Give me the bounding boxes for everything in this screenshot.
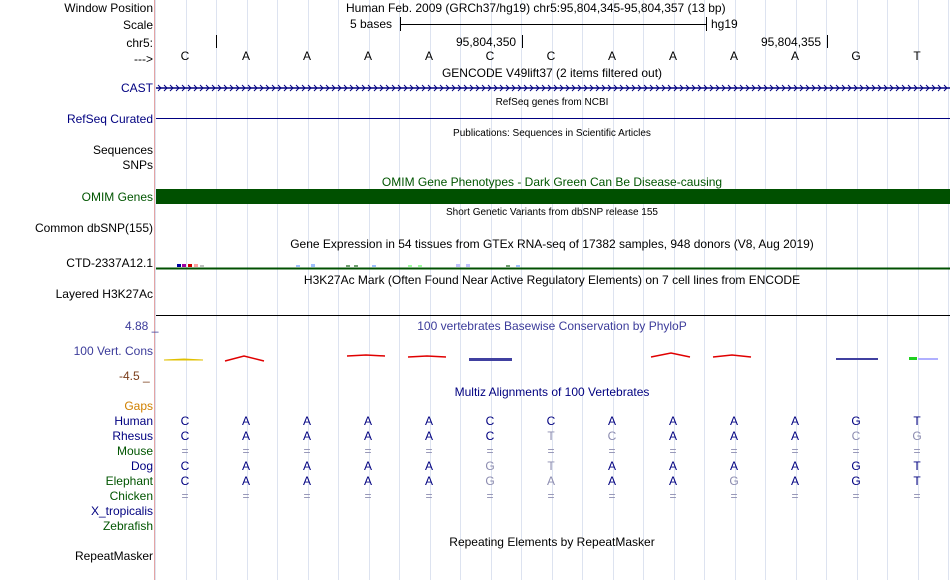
alignment-base: = (242, 444, 250, 458)
alignment-base: C (485, 429, 495, 443)
h3k27ac-baseline (156, 315, 950, 316)
alignment-base: G (729, 474, 739, 488)
alignment-base: = (730, 489, 738, 503)
refseq-gene-line[interactable] (156, 118, 950, 119)
alignment-base: C (180, 459, 190, 473)
reference-base: A (729, 49, 738, 63)
gaps-label[interactable]: Gaps (124, 399, 153, 413)
alignment-base: = (608, 444, 616, 458)
species-label-dog[interactable]: Dog (130, 459, 153, 473)
phylop-title: 100 vertebrates Basewise Conservation by PhyloP (417, 319, 687, 333)
species-label-chicken[interactable]: Chicken (109, 489, 153, 503)
gtex-label[interactable]: CTD-2337A12.1 (66, 256, 153, 270)
alignment-base: = (791, 444, 799, 458)
alignment-base: = (303, 444, 311, 458)
gtex-expression-bars[interactable] (156, 262, 950, 272)
cast-label[interactable]: CAST (120, 81, 153, 95)
sequences-label[interactable]: Sequences (92, 143, 153, 157)
alignment-base: A (729, 459, 738, 473)
alignment-base: = (852, 489, 860, 503)
coord-tick (522, 35, 523, 48)
alignment-base: A (241, 459, 250, 473)
species-label-human[interactable]: Human (114, 414, 153, 428)
alignment-base: = (669, 489, 677, 503)
reference-base: A (424, 49, 433, 63)
alignment-base: = (852, 444, 860, 458)
alignment-base: T (913, 459, 921, 473)
alignment-base: T (913, 474, 921, 488)
alignment-base: A (729, 414, 738, 428)
alignment-base: A (729, 429, 738, 443)
alignment-base: A (302, 429, 311, 443)
alignment-base: = (669, 444, 677, 458)
alignment-base: A (363, 429, 372, 443)
alignment-base: A (302, 414, 311, 428)
species-label-mouse[interactable]: Mouse (116, 444, 153, 458)
reference-base: C (180, 49, 190, 63)
reference-base: A (607, 49, 616, 63)
alignment-base: A (363, 414, 372, 428)
alignment-base: = (181, 489, 189, 503)
phylop-label[interactable]: 100 Vert. Cons (73, 344, 153, 358)
window-position-text: Human Feb. 2009 (GRCh37/hg19) chr5:95,804,345-95,804,357 (13 bp) (346, 1, 726, 15)
label-divider (154, 0, 155, 580)
phylop-min: -4.5 _ (119, 369, 150, 383)
alignment-base: A (424, 459, 433, 473)
alignment-base: A (424, 429, 433, 443)
alignment-base: = (486, 489, 494, 503)
alignment-base: G (851, 414, 861, 428)
alignment-base: A (424, 474, 433, 488)
alignment-base: = (608, 489, 616, 503)
alignment-base: = (547, 489, 555, 503)
alignment-base: A (607, 414, 616, 428)
species-label-elephant[interactable]: Elephant (105, 474, 153, 488)
gtex-title: Gene Expression in 54 tissues from GTEx RNA-seq of 17382 samples, 948 donors (V8, Aug 2019) (290, 237, 814, 251)
species-label-x_tropicalis[interactable]: X_tropicalis (90, 504, 153, 518)
omim-feature-bar[interactable] (156, 189, 950, 204)
alignment-base: C (180, 474, 190, 488)
scale-assembly: hg19 (711, 17, 738, 31)
alignment-base: A (668, 474, 677, 488)
alignment-base: G (485, 459, 495, 473)
alignment-base: = (303, 489, 311, 503)
alignment-base: = (242, 489, 250, 503)
alignment-base: G (851, 474, 861, 488)
h3k27ac-label[interactable]: Layered H3K27Ac (55, 287, 153, 301)
omim-label[interactable]: OMIM Genes (81, 190, 153, 204)
repeatmasker-title: Repeating Elements by RepeatMasker (449, 535, 655, 549)
alignment-base: G (912, 429, 922, 443)
alignment-base: C (607, 429, 617, 443)
reference-base: C (546, 49, 556, 63)
chrom-label: chr5: (126, 36, 153, 50)
alignment-base: A (790, 429, 799, 443)
strand-label: ---> (134, 52, 153, 66)
alignment-base: A (790, 459, 799, 473)
h3k27ac-title: H3K27Ac Mark (Often Found Near Active Regulatory Elements) on 7 cell lines from ENCODE (303, 273, 801, 287)
scale-value: 5 bases (350, 17, 393, 31)
alignment-base: T (547, 429, 555, 443)
gencode-gene-feature[interactable] (156, 82, 950, 94)
alignment-base: = (547, 444, 555, 458)
refseq-title: RefSeq genes from NCBI (495, 97, 609, 108)
reference-base: G (851, 49, 861, 63)
alignment-base: = (791, 489, 799, 503)
refseq-label[interactable]: RefSeq Curated (66, 112, 153, 126)
gencode-title: GENCODE V49lift37 (2 items filtered out) (441, 66, 663, 80)
scale-bar (400, 24, 707, 25)
scale-bar-left-cap (400, 17, 401, 31)
dbsnp-label[interactable]: Common dbSNP(155) (34, 221, 153, 235)
alignment-base: = (181, 444, 189, 458)
coord-tick (216, 35, 217, 48)
publications-title: Publications: Sequences in Scientific Articles (453, 128, 651, 139)
alignment-base: A (790, 414, 799, 428)
alignment-base: G (851, 459, 861, 473)
alignment-base: A (241, 414, 250, 428)
alignment-base: C (485, 414, 495, 428)
alignment-base: C (851, 429, 861, 443)
alignment-base: A (363, 459, 372, 473)
omim-title: OMIM Gene Phenotypes - Dark Green Can Be Disease-causing (381, 175, 723, 189)
alignment-base: = (730, 444, 738, 458)
alignment-base: A (668, 429, 677, 443)
alignment-base: A (302, 459, 311, 473)
alignment-base: A (668, 414, 677, 428)
reference-base: A (363, 49, 372, 63)
alignment-base: = (425, 444, 433, 458)
alignment-base: = (364, 489, 372, 503)
coord-tick (827, 35, 828, 48)
alignment-base: A (546, 474, 555, 488)
alignment-base: = (364, 444, 372, 458)
reference-base: C (485, 49, 495, 63)
alignment-base: A (668, 459, 677, 473)
alignment-base: A (790, 474, 799, 488)
alignment-base: T (913, 414, 921, 428)
multiz-title: Multiz Alignments of 100 Vertebrates (454, 385, 650, 399)
coord-label-1: 95,804,350 (456, 35, 517, 49)
scale-label: Scale (122, 18, 153, 32)
phylop-max: 4.88 _ (125, 319, 159, 333)
alignment-base: A (241, 429, 250, 443)
scale-bar-right-cap (706, 17, 707, 31)
species-label-rhesus[interactable]: Rhesus (112, 429, 153, 443)
reference-base: A (790, 49, 799, 63)
window-position-label: Window Position (64, 1, 153, 15)
reference-base: A (302, 49, 311, 63)
alignment-base: = (913, 489, 921, 503)
alignment-base: A (607, 474, 616, 488)
alignment-base: A (363, 474, 372, 488)
alignment-base: A (607, 459, 616, 473)
alignment-base: A (302, 474, 311, 488)
species-label-zebrafish[interactable]: Zebrafish (102, 519, 153, 533)
repeatmasker-label[interactable]: RepeatMasker (74, 549, 153, 563)
alignment-base: = (486, 444, 494, 458)
alignment-base: = (425, 489, 433, 503)
snps-label[interactable]: SNPs (122, 158, 153, 172)
alignment-base: C (180, 429, 190, 443)
reference-base: A (241, 49, 250, 63)
dbsnp-title: Short Genetic Variants from dbSNP release 155 (446, 207, 658, 218)
alignment-base: G (485, 474, 495, 488)
reference-base: T (913, 49, 921, 63)
reference-base: A (668, 49, 677, 63)
alignment-base: A (424, 414, 433, 428)
phylop-conservation-plot[interactable] (156, 348, 950, 364)
alignment-base: = (913, 444, 921, 458)
alignment-base: A (241, 474, 250, 488)
coord-label-2: 95,804,355 (761, 35, 822, 49)
alignment-base: C (180, 414, 190, 428)
alignment-base: C (546, 414, 556, 428)
alignment-base: T (547, 459, 555, 473)
